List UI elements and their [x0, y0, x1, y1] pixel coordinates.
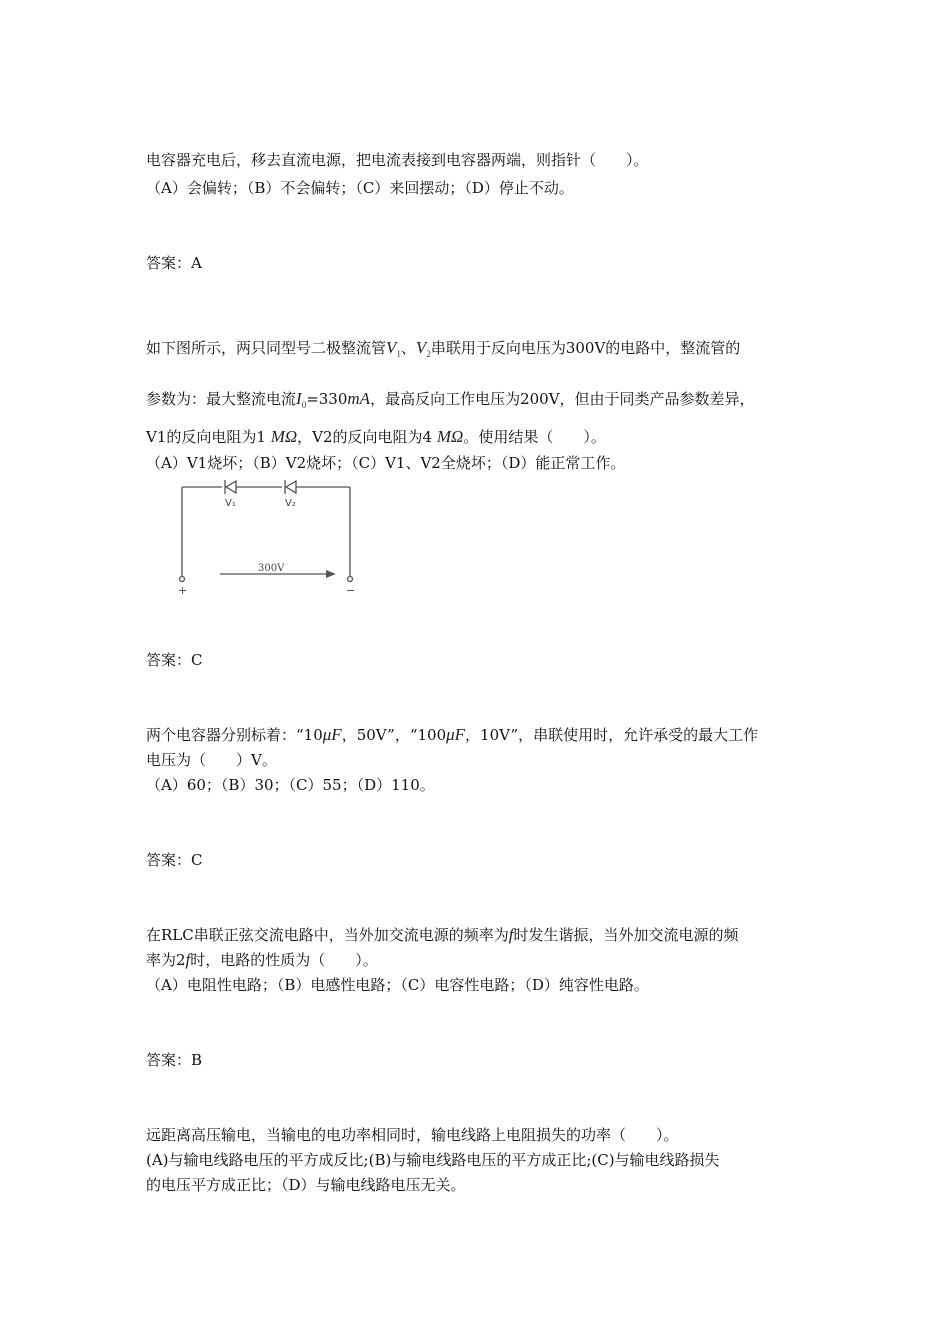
- q3-line2: 电压为（ ）V。: [146, 751, 277, 769]
- q3-line1-b: ，50V”，“100: [341, 726, 447, 744]
- q2-options: （A）V1烧坏；（B）V2烧坏；（C）V1、V2全烧坏；（D）能正常工作。: [146, 454, 626, 472]
- terminal-minus: [348, 577, 353, 582]
- q1-stem: 电容器充电后，移去直流电源，把电流表接到电容器两端，则指针（ ）。: [146, 151, 649, 169]
- q5-stem: 远距离高压输电，当输电的电功率相同时，输电线路上电阻损失的功率（ ）。: [146, 1126, 679, 1144]
- q4-options: （A）电阻性电路；（B）电感性电路；（C）电容性电路；（D）纯容性电路。: [146, 976, 649, 994]
- q1-answer: 答案：A: [146, 254, 202, 272]
- q2-mohm2: MΩ: [436, 427, 464, 446]
- q2-line3-b: ，V2的反向电阻为4: [297, 428, 437, 446]
- q4-f2: f: [185, 950, 191, 969]
- q2-mohm1: MΩ: [270, 427, 298, 446]
- q2-ma: mA: [347, 389, 371, 408]
- q2-sep: 、: [400, 339, 416, 357]
- q3-line1-c: ，10V”，串联使用时，允许承受的最大工作: [465, 726, 759, 744]
- q2-line2-b: ，最高反向工作电压为200V，但由于同类产品参数差异，: [370, 390, 755, 408]
- q4-line1-b: 时发生谐振，当外加交流电源的频: [513, 926, 739, 944]
- q2-v1: $V_1$: [386, 338, 401, 359]
- diode-v1-icon: [225, 480, 236, 494]
- series-diode-circuit-diagram: [170, 478, 370, 598]
- q2-line1: [146, 338, 740, 364]
- q4-line2-a: 率为2: [146, 951, 186, 969]
- q2-v2: $V_2$: [415, 338, 431, 359]
- q2-line2-eq: =330: [306, 390, 348, 408]
- q3-uf2: μF: [446, 725, 466, 744]
- q5-options-line2: 的电压平方成正比；（D）与输电线路电压无关。: [146, 1176, 466, 1194]
- q4-line2-b: 时，电路的性质为（ ）。: [190, 951, 378, 969]
- q1-options: （A）会偏转；（B）不会偏转；（C）来回摆动；（D）停止不动。: [146, 179, 574, 197]
- q3-line1-a: 两个电容器分别标着：“10: [146, 726, 323, 744]
- q3-options: （A）60；（B）30；（C）55；（D）110。: [146, 776, 435, 794]
- q3-uf1: μF: [322, 725, 342, 744]
- diode-v2-icon: [285, 480, 296, 494]
- diode-v1-label: V₁: [225, 498, 236, 509]
- q4-line1-a: 在RLC串联正弦交流电路中，当外加交流电源的频率为: [146, 926, 509, 944]
- q2-line2-a: 参数为：最大整流电流: [146, 390, 297, 408]
- minus-sign: −: [346, 584, 356, 597]
- q2-line1-a: 如下图所示，两只同型号二极整流管: [146, 339, 387, 357]
- q4-line2: [146, 950, 378, 970]
- q4-answer: 答案：B: [146, 1051, 203, 1069]
- q4-line1: [146, 925, 738, 945]
- q5-options-line1: (A)与输电线路电压的平方成反比;(B)与输电线路电压的平方成正比;(C)与输电线路损失: [146, 1151, 720, 1169]
- q3-line1: [146, 725, 758, 745]
- diode-v2-label: V₂: [285, 498, 296, 509]
- q3-answer: 答案：C: [146, 851, 203, 869]
- q4-f1: f: [508, 925, 514, 944]
- q2-line3: [146, 427, 606, 447]
- q2-answer: 答案：C: [146, 651, 203, 669]
- plus-sign: +: [178, 584, 188, 597]
- voltage-arrow-head: [326, 570, 336, 578]
- terminal-plus: [180, 577, 185, 582]
- voltage-label: 300V: [258, 563, 285, 574]
- q2-line1-b: 串联用于反向电压为300V的电路中，整流管的: [430, 339, 741, 357]
- q2-line2: [146, 389, 755, 415]
- q2-i0: $I_0$: [296, 389, 307, 410]
- q2-line3-c: 。使用结果（ ）。: [463, 428, 606, 446]
- q2-line3-a: V1的反向电阻为1: [146, 428, 271, 446]
